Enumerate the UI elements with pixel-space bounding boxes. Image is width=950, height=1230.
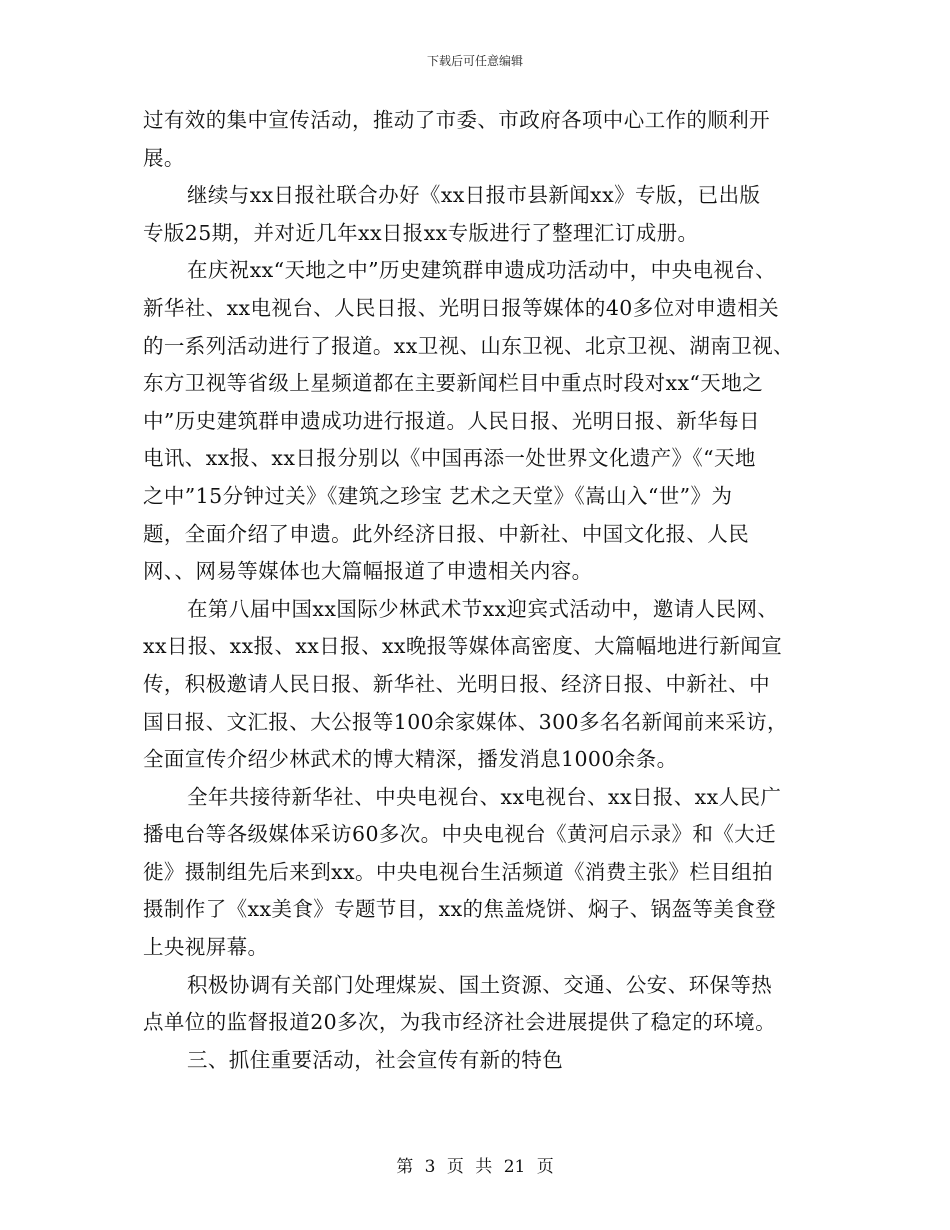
page-header: 下载后可任意编辑 [426,54,523,68]
text-line: 之中”15分钟过关》《建筑之珍宝 艺术之天堂》《嵩山入“世”》为 [143,483,733,508]
text-line: 积极协调有关部门处理煤炭、国土资源、交通、公安、环保等热 [187,972,773,997]
text-line: 在庆祝xx“天地之中”历史建筑群申遗成功活动中，中央电视台、 [187,258,777,283]
text-line: 在第八届中国xx国际少林武术节xx迎宾式活动中，邀请人民网、 [187,596,779,621]
text-line: 摄制作了《xx美食》专题节目，xx的焦盖烧饼、焖子、锅盔等美食登 [143,897,777,922]
text-line: 徙》摄制组先后来到xx。中央电视台生活频道《消费主张》栏目组拍 [143,859,774,884]
text-line: 全年共接待新华社、中央电视台、xx电视台、xx日报、xx人民广 [187,784,782,809]
text-line: xx日报、xx报、xx日报、xx晚报等媒体高密度、大篇幅地进行新闻宣 [143,634,783,659]
text-line: 专版25期，并对近几年xx日报xx专版进行了整理汇订成册。 [143,220,699,245]
text-line: 三、抓住重要活动，社会宣传有新的特色 [187,1047,564,1072]
text-line: 国日报、文汇报、大公报等100余家媒体、300多名名新闻前来采访， [143,709,788,734]
text-line: 全面宣传介绍少林武术的博大精深，播发消息1000余条。 [143,747,678,772]
text-line: 题，全面介绍了申遗。此外经济日报、中新社、中国文化报、人民 [143,521,750,546]
page-footer: 第 3 页 共 21 页 [396,1157,554,1177]
text-line: 播电台等各级媒体采访60多次。中央电视台《黄河启示录》和《大迁 [143,822,776,847]
document-body [143,102,813,1079]
text-line: 传，积极邀请人民日报、新华社、光明日报、经济日报、中新社、中 [143,671,770,696]
text-line: 的一系列活动进行了报道。xx卫视、山东卫视、北京卫视、湖南卫视、 [143,333,794,358]
text-line: 电讯、xx报、xx日报分别以《中国再添一处世界文化遗产》《“天地 [143,446,756,471]
text-line: 东方卫视等省级上星频道都在主要新闻栏目中重点时段对xx“天地之 [143,371,764,396]
text-line: 展。 [143,145,185,170]
text-line: 新华社、xx电视台、人民日报、光明日报等媒体的40多位对申遗相关 [143,295,780,320]
text-line: 上央视屏幕。 [143,935,269,960]
text-line: 过有效的集中宣传活动，推动了市委、市政府各项中心工作的顺利开 [143,108,770,132]
text-line: 网、、网易等媒体也大篇幅报道了申遗相关内容。 [143,559,593,584]
text-line: 继续与xx日报社联合办好《xx日报市县新闻xx》专版，已出版 [187,183,761,208]
text-line: 中”历史建筑群申遗成功进行报道。人民日报、光明日报、新华每日 [143,408,760,433]
text-line: 点单位的监督报道20多次，为我市经济社会进展提供了稳定的环境。 [143,1010,776,1035]
